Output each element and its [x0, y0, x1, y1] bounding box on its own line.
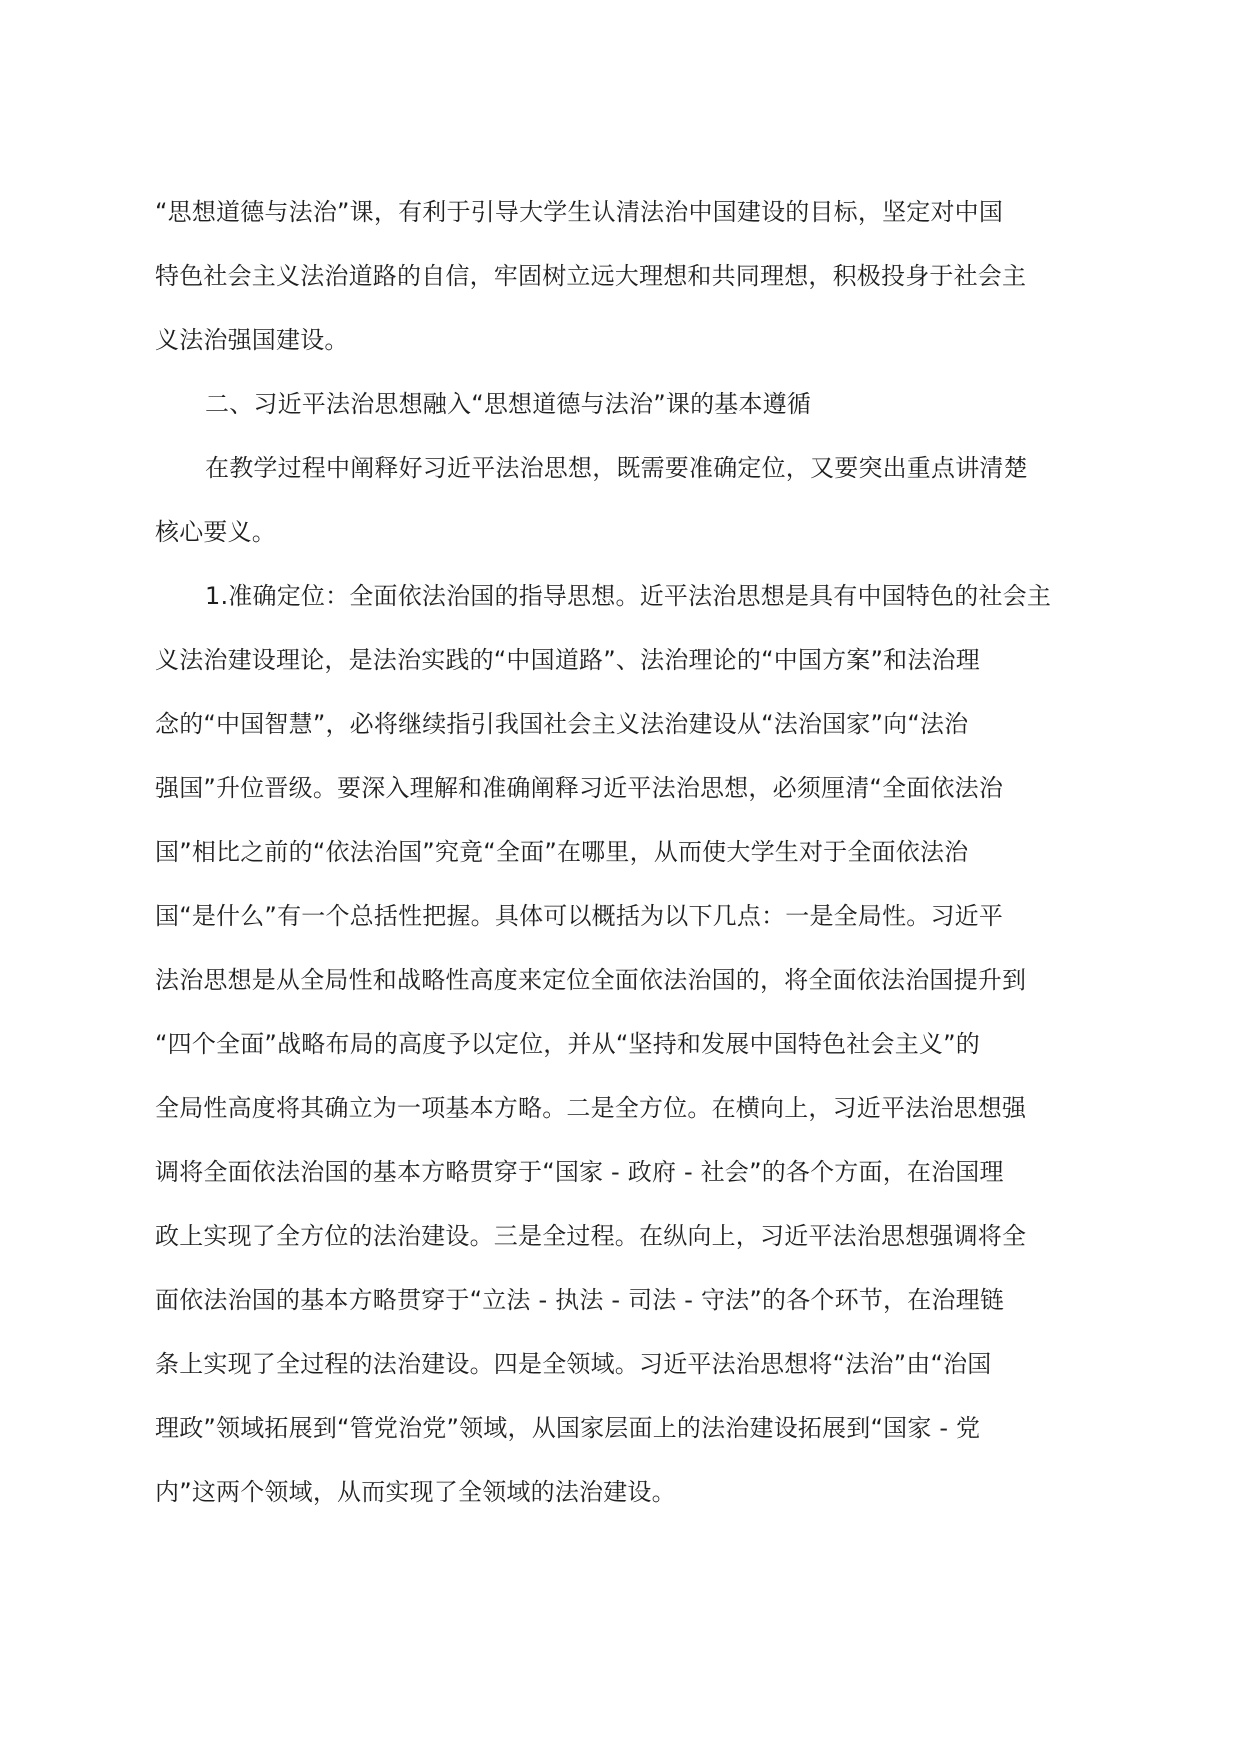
text-line: 在教学过程中阐释好习近平法治思想，既需要准确定位，又要突出重点讲清楚 [205, 454, 1028, 482]
text-line: 法治思想是从全局性和战略性高度来定位全面依法治国的，将全面依法治国提升到 [155, 966, 1027, 994]
text-line: “思想道德与法治”课，有利于引导大学生认清法治中国建设的目标，坚定对中国 [155, 198, 1004, 226]
document-body [155, 180, 1085, 1524]
text-line: 义法治强国建设。 [155, 326, 349, 354]
paragraph-accurate-positioning [155, 564, 1085, 1524]
text-line: 国“是什么”有一个总括性把握。具体可以概括为以下几点：一是全局性。习近平 [155, 902, 1004, 930]
text-line: 政上实现了全方位的法治建设。三是全过程。在纵向上，习近平法治思想强调将全 [155, 1222, 1027, 1250]
section-heading [155, 372, 1085, 436]
text-line: 内”这两个领域，从而实现了全领域的法治建设。 [155, 1478, 676, 1506]
paragraph-intro [155, 180, 1085, 372]
text-line: 面依法治国的基本方略贯穿于“立法 - 执法 - 司法 - 守法”的各个环节，在治理链 [155, 1286, 1005, 1314]
text-line: 强国”升位晋级。要深入理解和准确阐释习近平法治思想，必须厘清“全面依法治 [155, 774, 1004, 802]
text-line: 1.准确定位：全面依法治国的指导思想。近平法治思想是具有中国特色的社会主 [205, 582, 1052, 610]
text-line: 全局性高度将其确立为一项基本方略。二是全方位。在横向上，习近平法治思想强 [155, 1094, 1027, 1122]
paragraph-overview [155, 436, 1085, 564]
text-line: 条上实现了全过程的法治建设。四是全领域。习近平法治思想将“法治”由“治国 [155, 1350, 992, 1378]
text-line: 理政”领域拓展到“管党治党”领域，从国家层面上的法治建设拓展到“国家 - 党 [155, 1414, 981, 1442]
text-line: 国”相比之前的“依法治国”究竟“全面”在哪里，从而使大学生对于全面依法治 [155, 838, 969, 866]
text-line: “四个全面”战略布局的高度予以定位，并从“坚持和发展中国特色社会主义”的 [155, 1030, 980, 1058]
text-line: 调将全面依法治国的基本方略贯穿于“国家 - 政府 - 社会”的各个方面，在治国理 [155, 1158, 1004, 1186]
text-line: 念的“中国智慧”，必将继续指引我国社会主义法治建设从“法治国家”向“法治 [155, 710, 969, 738]
heading-line: 二、习近平法治思想融入“思想道德与法治”课的基本遵循 [205, 390, 812, 418]
text-line: 核心要义。 [155, 518, 276, 546]
text-line: 特色社会主义法治道路的自信，牢固树立远大理想和共同理想，积极投身于社会主 [155, 262, 1027, 290]
text-line: 义法治建设理论，是法治实践的“中国道路”、法治理论的“中国方案”和法治理 [155, 646, 980, 674]
